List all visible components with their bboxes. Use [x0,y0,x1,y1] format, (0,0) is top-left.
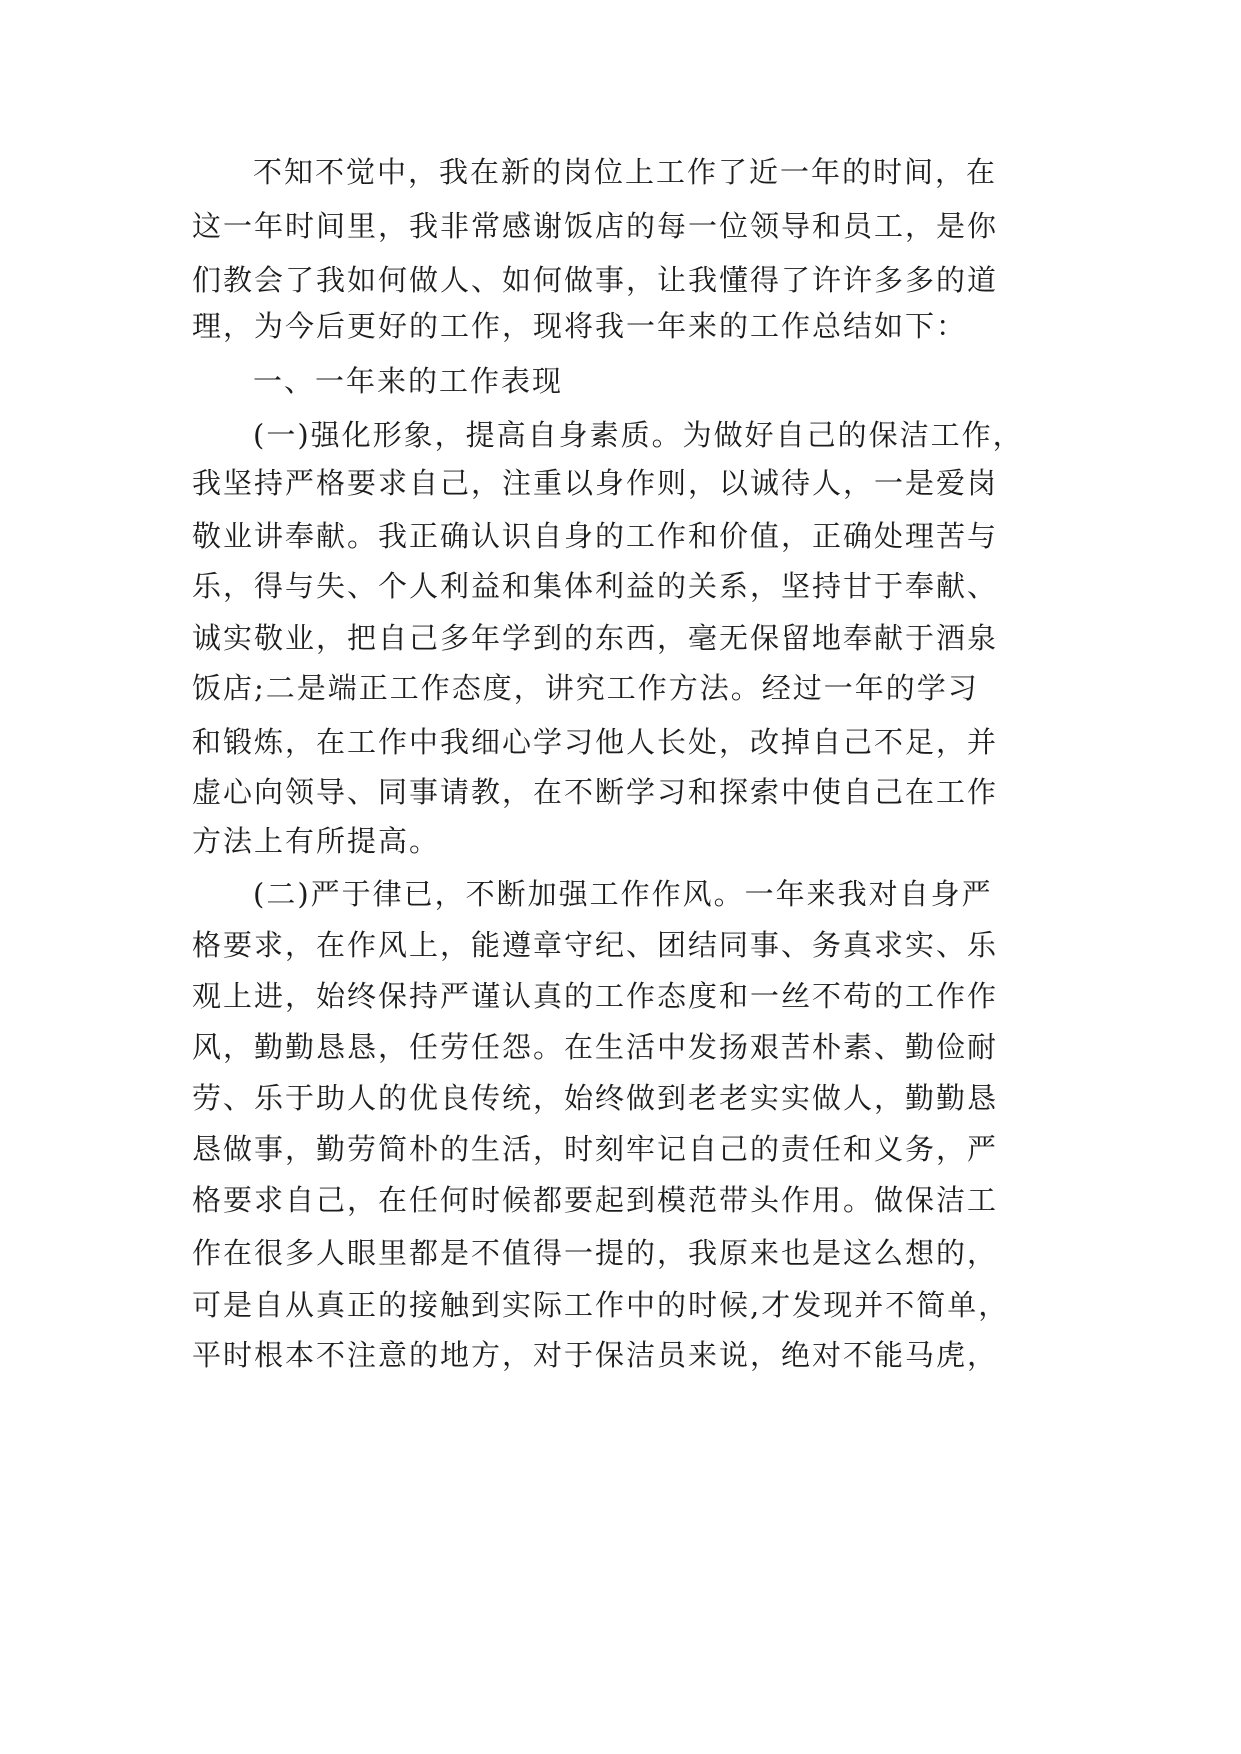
paragraph-2-line-3: 敬业讲奉献。我正确认识自身的工作和价值，正确处理苦与 [192,519,999,553]
section-heading: 一、一年来的工作表现 [253,364,564,398]
paragraph-2-line-7: 和锻炼，在工作中我细心学习他人长处，改掉自己不足，并 [192,725,999,759]
paragraph-2-line-6: 饭店;二是端正工作态度，讲究工作方法。经过一年的学习 [192,671,979,705]
paragraph-2-line-2: 我坚持严格要求自己，注重以身作则，以诚待人，一是爱岗 [192,466,999,500]
paragraph-3-line-3: 观上进，始终保持严谨认真的工作态度和一丝不苟的工作作 [192,979,999,1013]
paragraph-2-line-8: 虚心向领导、同事请教，在不断学习和探索中使自己在工作 [192,775,999,809]
paragraph-2-line-4: 乐，得与失、个人利益和集体利益的关系，坚持甘于奉献、 [192,569,999,603]
paragraph-1-line-2: 这一年时间里，我非常感谢饭店的每一位领导和员工，是你 [192,209,999,243]
paragraph-3-line-8: 作在很多人眼里都是不值得一提的，我原来也是这么想的， [192,1236,999,1270]
paragraph-1-line-3: 们教会了我如何做人、如何做事，让我懂得了许许多多的道 [192,263,999,297]
paragraph-3-line-1: (二)严于律已，不断加强工作作风。一年来我对自身严 [253,877,993,911]
paragraph-3-line-6: 恳做事，勤劳简朴的生活，时刻牢记自己的责任和义务，严 [192,1132,999,1166]
paragraph-3-line-2: 格要求，在作风上，能遵章守纪、团结同事、务真求实、乐 [192,928,999,962]
paragraph-3-line-7: 格要求自己，在任何时候都要起到模范带头作用。做保洁工 [192,1183,999,1217]
paragraph-3-line-10: 平时根本不注意的地方，对于保洁员来说，绝对不能马虎， [192,1338,999,1372]
paragraph-3-line-4: 风，勤勤恳恳，任劳任怨。在生活中发扬艰苦朴素、勤俭耐 [192,1030,999,1064]
paragraph-2-line-9: 方法上有所提高。 [192,824,441,858]
paragraph-1-line-4: 理，为今后更好的工作，现将我一年来的工作总结如下： [192,309,968,343]
paragraph-2-line-1: (一)强化形象，提高自身素质。为做好自己的保洁工作， [253,418,1024,452]
paragraph-2-line-5: 诚实敬业，把自己多年学到的东西，毫无保留地奉献于酒泉 [192,621,999,655]
paragraph-3-line-5: 劳、乐于助人的优良传统，始终做到老老实实做人，勤勤恳 [192,1081,999,1115]
paragraph-1-line-1: 不知不觉中，我在新的岗位上工作了近一年的时间，在 [253,155,998,189]
paragraph-3-line-9: 可是自从真正的接触到实际工作中的时候,才发现并不简单， [192,1288,1010,1322]
